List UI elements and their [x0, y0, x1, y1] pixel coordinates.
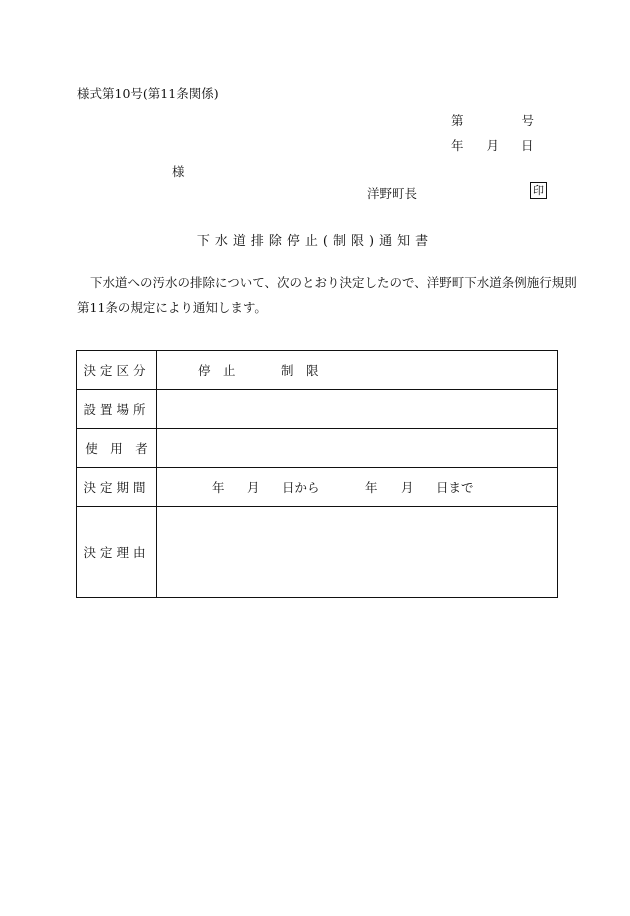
user-cell[interactable]: [157, 429, 558, 468]
notice-table: [76, 350, 558, 598]
to-day: 日まで: [436, 480, 474, 495]
notice-body: [77, 270, 577, 320]
from-day: 日から: [282, 480, 320, 495]
table-row: [77, 507, 558, 598]
document-number: [451, 111, 534, 129]
date-year: 年: [451, 138, 464, 153]
from-year: 年: [212, 480, 225, 495]
to-year: 年: [365, 480, 378, 495]
document-title: 下水道排除停止(制限)通知書: [196, 234, 434, 249]
from-month: 月: [247, 480, 260, 495]
to-month: 月: [401, 480, 414, 495]
table-row: [77, 390, 558, 429]
row-label-user: 使 用 者: [77, 429, 157, 468]
table-row: [77, 429, 558, 468]
doc-no-suffix: 号: [521, 113, 535, 128]
decision-type-cell[interactable]: [157, 351, 558, 390]
body-line-1: 下水道への汚水の排除について、次のとおり決定したので、洋野町下水道条例施行規則: [90, 275, 577, 290]
option-restrict: 制 限: [281, 363, 319, 378]
issuer-name: 洋野町長: [367, 186, 418, 201]
date-month: 月: [486, 138, 500, 153]
period-cell[interactable]: [157, 468, 558, 507]
form-number: 様式第10号(第11条関係): [77, 86, 219, 101]
reason-cell[interactable]: [157, 507, 558, 598]
document-date: [451, 136, 534, 154]
table-row: [77, 468, 558, 507]
row-label-location: 設置場所: [77, 390, 157, 429]
location-cell[interactable]: [157, 390, 558, 429]
addressee: 様: [172, 164, 185, 179]
row-label-reason: 決定理由: [77, 507, 157, 598]
seal-mark: 印: [530, 182, 547, 199]
date-day: 日: [521, 138, 534, 153]
option-stop: 停 止: [198, 363, 236, 378]
table-row: [77, 351, 558, 390]
row-label-period: 決定期間: [77, 468, 157, 507]
row-label-decision-type: 決定区分: [77, 351, 157, 390]
body-line-2: 第11条の規定により通知します。: [77, 300, 267, 315]
doc-no-prefix: 第: [451, 113, 464, 128]
